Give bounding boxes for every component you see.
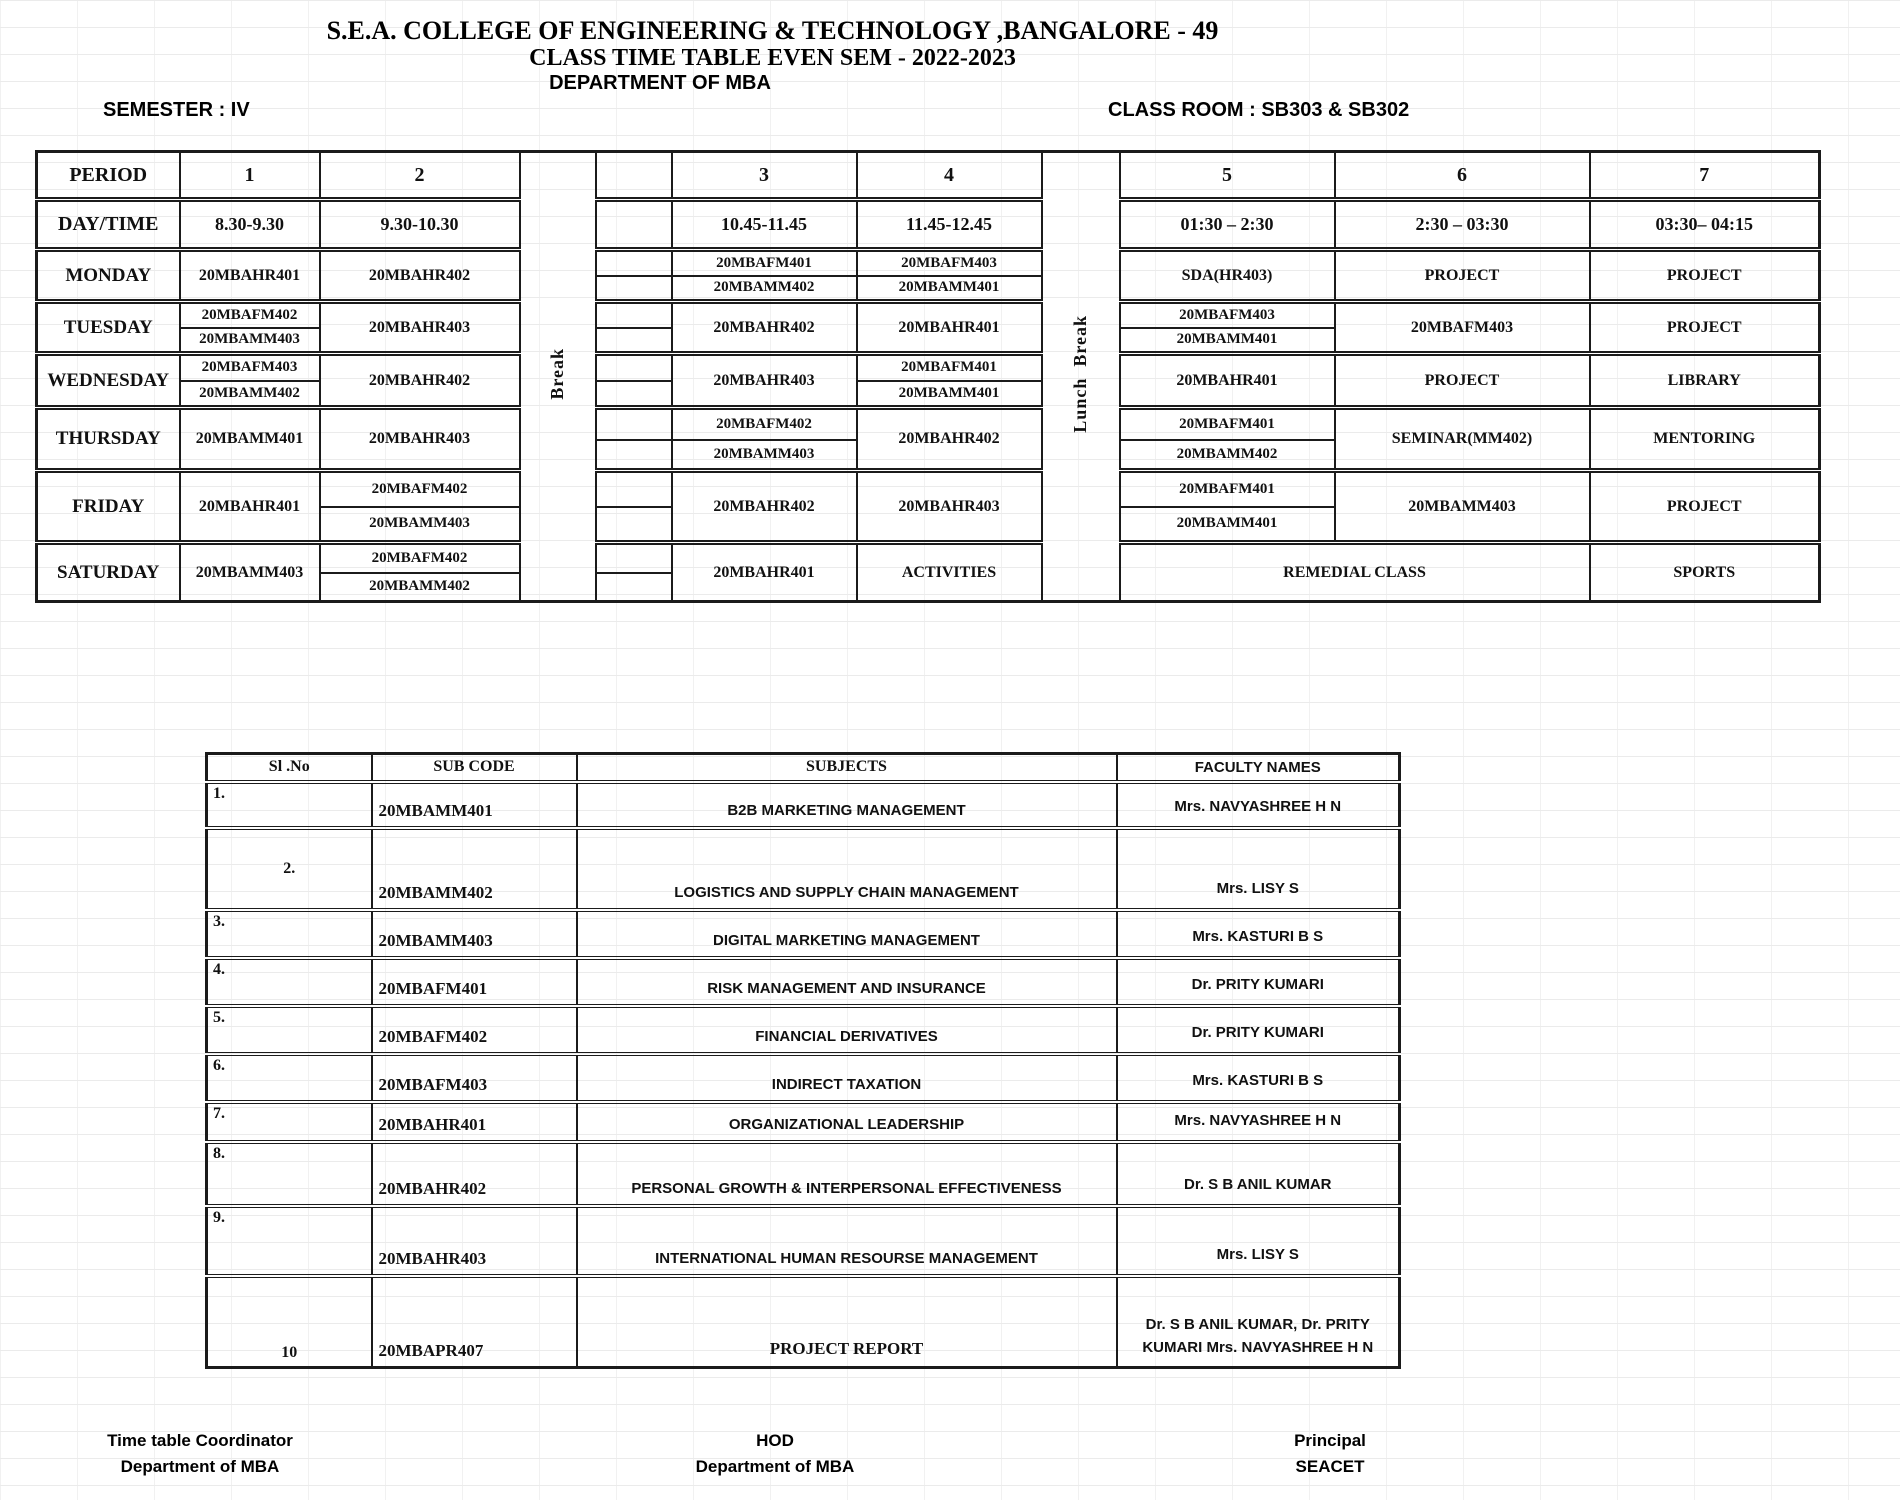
sl-no-cell: 4.: [207, 958, 372, 1006]
class-cell: PROJECT: [1590, 471, 1820, 543]
subject-row: [207, 1006, 1400, 1054]
sub-code-cell: 20MBAFM402: [372, 1006, 577, 1054]
department-title: DEPARTMENT OF MBA: [549, 72, 771, 94]
day-time-header: DAY/TIME: [37, 200, 180, 250]
sl-no-cell: 6.: [207, 1054, 372, 1102]
period-3: 3: [672, 152, 857, 200]
class-cell: 20MBAMM403: [1335, 471, 1590, 543]
sub-code-cell: 20MBAHR402: [372, 1142, 577, 1206]
sl-no-header: Sl .No: [207, 754, 372, 782]
class-cell: 20MBAMM402: [1120, 440, 1335, 471]
grid-spacer-cell: [596, 471, 672, 507]
subjects-header: SUBJECTS: [577, 754, 1117, 782]
sl-no-cell: 7.: [207, 1102, 372, 1142]
subject-row: [207, 958, 1400, 1006]
class-cell: 20MBAHR402: [320, 354, 520, 408]
day-name: TUESDAY: [37, 302, 180, 354]
subjects-header-row: [207, 754, 1400, 782]
period-2: 2: [320, 152, 520, 200]
class-cell: 20MBAMM401: [1120, 507, 1335, 543]
class-cell: PROJECT: [1590, 302, 1820, 354]
day-name: SATURDAY: [37, 543, 180, 602]
faculty-cell: Mrs. LISY S: [1117, 1206, 1400, 1276]
class-cell: SPORTS: [1590, 543, 1820, 602]
sub-code-cell: 20MBAPR407: [372, 1276, 577, 1368]
subject-cell: PERSONAL GROWTH & INTERPERSONAL EFFECTIVENESS: [577, 1142, 1117, 1206]
sub-code-cell: 20MBAHR401: [372, 1102, 577, 1142]
semester-label: SEMESTER : IV: [103, 99, 250, 121]
principal-org: SEACET: [1295, 1457, 1365, 1476]
faculty-header: FACULTY NAMES: [1117, 754, 1400, 782]
subject-row: [207, 1276, 1400, 1368]
subject-cell: LOGISTICS AND SUPPLY CHAIN MANAGEMENT: [577, 828, 1117, 910]
sl-no-cell: 1.: [207, 782, 372, 828]
subject-cell: ORGANIZATIONAL LEADERSHIP: [577, 1102, 1117, 1142]
time-row: [37, 200, 1820, 250]
day-name: FRIDAY: [37, 471, 180, 543]
class-cell: PROJECT: [1590, 250, 1820, 302]
class-cell: MENTORING: [1590, 408, 1820, 471]
faculty-cell: Mrs. NAVYASHREE H N: [1117, 782, 1400, 828]
break-column: [520, 152, 596, 602]
subject-row: [207, 1142, 1400, 1206]
subject-row: [207, 782, 1400, 828]
class-cell: 20MBAFM403: [1335, 302, 1590, 354]
sl-no-cell: 8.: [207, 1142, 372, 1206]
sl-no-cell: 2.: [207, 828, 372, 910]
sub-code-cell: 20MBAFM401: [372, 958, 577, 1006]
break-column-label: Break: [547, 348, 567, 400]
sub-code-cell: 20MBAFM403: [372, 1054, 577, 1102]
class-cell: 20MBAHR403: [320, 302, 520, 354]
grid-spacer-cell: [596, 152, 672, 200]
hod-dept: Department of MBA: [695, 1457, 855, 1476]
subject-row: [207, 910, 1400, 958]
subject-row: [207, 1102, 1400, 1142]
subject-cell: INDIRECT TAXATION: [577, 1054, 1117, 1102]
sl-no-cell: 9.: [207, 1206, 372, 1276]
footer-hod: [600, 1428, 950, 1480]
subject-row: [207, 828, 1400, 910]
time-7: 03:30– 04:15: [1590, 200, 1820, 250]
class-cell: 20MBAHR402: [672, 471, 857, 543]
class-cell: 20MBAMM401: [180, 408, 320, 471]
period-row: [37, 152, 1820, 200]
timetable-grid: [35, 150, 1821, 603]
grid-spacer-cell: [596, 200, 672, 250]
grid-spacer-cell: [596, 381, 672, 408]
class-cell: 20MBAHR401: [857, 302, 1042, 354]
lunch-break-column: [1042, 152, 1120, 602]
day-row-friday: [37, 471, 1820, 507]
class-cell: 20MBAFM402: [320, 543, 520, 573]
faculty-cell: Dr. S B ANIL KUMAR: [1117, 1142, 1400, 1206]
class-cell: 20MBAFM403: [180, 354, 320, 381]
class-cell: 20MBAFM401: [1120, 471, 1335, 507]
grid-spacer-cell: [596, 543, 672, 573]
class-cell: 20MBAMM403: [180, 543, 320, 602]
period-header: PERIOD: [37, 152, 180, 200]
subject-cell: RISK MANAGEMENT AND INSURANCE: [577, 958, 1117, 1006]
class-cell: 20MBAMM401: [857, 381, 1042, 408]
period-4: 4: [857, 152, 1042, 200]
class-cell: 20MBAFM401: [672, 250, 857, 276]
faculty-cell: Dr. S B ANIL KUMAR, Dr. PRITY KUMARI Mrs. NAVYASHREE H N: [1117, 1276, 1400, 1368]
class-cell: 20MBAFM402: [672, 408, 857, 440]
class-cell: 20MBAMM401: [1120, 328, 1335, 354]
grid-spacer-cell: [596, 302, 672, 328]
class-cell: 20MBAHR402: [857, 408, 1042, 471]
day-row-thursday: [37, 408, 1820, 440]
class-cell: LIBRARY: [1590, 354, 1820, 408]
sub-code-header: SUB CODE: [372, 754, 577, 782]
class-cell: 20MBAHR403: [857, 471, 1042, 543]
day-row-tuesday: [37, 302, 1820, 328]
class-cell: 20MBAMM403: [672, 440, 857, 471]
class-cell: 20MBAHR401: [672, 543, 857, 602]
class-cell: REMEDIAL CLASS: [1120, 543, 1590, 602]
sub-code-cell: 20MBAMM402: [372, 828, 577, 910]
time-1: 8.30-9.30: [180, 200, 320, 250]
subject-row: [207, 1206, 1400, 1276]
college-title: S.E.A. COLLEGE OF ENGINEERING & TECHNOLOGY ,BANGALORE - 49: [326, 16, 1219, 45]
hod-title: HOD: [756, 1431, 794, 1450]
grid-spacer-cell: [596, 507, 672, 543]
footer-principal: [1170, 1428, 1490, 1480]
class-cell: PROJECT: [1335, 354, 1590, 408]
time-5: 01:30 – 2:30: [1120, 200, 1335, 250]
faculty-cell: Dr. PRITY KUMARI: [1117, 958, 1400, 1006]
period-1: 1: [180, 152, 320, 200]
faculty-cell: Mrs. LISY S: [1117, 828, 1400, 910]
grid-spacer-cell: [596, 573, 672, 602]
class-cell: SDA(HR403): [1120, 250, 1335, 302]
subjects-table: [205, 752, 1401, 1369]
class-cell: 20MBAHR401: [1120, 354, 1335, 408]
grid-spacer-cell: [596, 250, 672, 276]
class-cell: SEMINAR(MM402): [1335, 408, 1590, 471]
class-cell: 20MBAFM403: [1120, 302, 1335, 328]
class-cell: 20MBAHR401: [180, 250, 320, 302]
coordinator-dept: Department of MBA: [120, 1457, 280, 1476]
class-cell: 20MBAMM403: [180, 328, 320, 354]
grid-spacer-cell: [596, 354, 672, 381]
faculty-cell: Mrs. NAVYASHREE H N: [1117, 1102, 1400, 1142]
sub-code-cell: 20MBAMM403: [372, 910, 577, 958]
class-cell: 20MBAMM401: [857, 276, 1042, 302]
time-3: 10.45-11.45: [672, 200, 857, 250]
class-cell: 20MBAHR402: [320, 250, 520, 302]
class-cell: 20MBAMM403: [320, 507, 520, 543]
faculty-cell: Mrs. KASTURI B S: [1117, 1054, 1400, 1102]
lunch-break-label: Lunch Break: [1070, 315, 1090, 433]
grid-spacer-cell: [596, 328, 672, 354]
sl-no-cell: 10: [207, 1276, 372, 1368]
grid-spacer-cell: [596, 408, 672, 440]
sl-no-cell: 5.: [207, 1006, 372, 1054]
class-cell: 20MBAHR403: [320, 408, 520, 471]
class-cell: PROJECT: [1335, 250, 1590, 302]
period-7: 7: [1590, 152, 1820, 200]
time-6: 2:30 – 03:30: [1335, 200, 1590, 250]
sub-code-cell: 20MBAMM401: [372, 782, 577, 828]
coordinator-title: Time table Coordinator: [107, 1431, 293, 1450]
day-row-saturday: [37, 543, 1820, 573]
sub-code-cell: 20MBAHR403: [372, 1206, 577, 1276]
footer-coordinator: [50, 1428, 350, 1480]
class-cell: 20MBAMM402: [180, 381, 320, 408]
day-name: WEDNESDAY: [37, 354, 180, 408]
time-2: 9.30-10.30: [320, 200, 520, 250]
grid-spacer-cell: [596, 440, 672, 471]
class-cell: 20MBAFM403: [857, 250, 1042, 276]
faculty-cell: Mrs. KASTURI B S: [1117, 910, 1400, 958]
day-name: MONDAY: [37, 250, 180, 302]
class-cell: 20MBAHR402: [672, 302, 857, 354]
period-6: 6: [1335, 152, 1590, 200]
class-cell: 20MBAFM402: [180, 302, 320, 328]
timetable-title: CLASS TIME TABLE EVEN SEM - 2022-2023: [529, 45, 1016, 71]
classroom-label: CLASS ROOM : SB303 & SB302: [1108, 99, 1410, 121]
day-row-monday: [37, 250, 1820, 276]
subject-cell: FINANCIAL DERIVATIVES: [577, 1006, 1117, 1054]
sl-no-cell: 3.: [207, 910, 372, 958]
day-row-wednesday: [37, 354, 1820, 381]
subject-cell: INTERNATIONAL HUMAN RESOURSE MANAGEMENT: [577, 1206, 1117, 1276]
time-4: 11.45-12.45: [857, 200, 1042, 250]
class-cell: 20MBAFM401: [1120, 408, 1335, 440]
class-cell: 20MBAFM402: [320, 471, 520, 507]
class-cell: ACTIVITIES: [857, 543, 1042, 602]
class-cell: 20MBAFM401: [857, 354, 1042, 381]
subject-cell: PROJECT REPORT: [577, 1276, 1117, 1368]
subject-cell: DIGITAL MARKETING MANAGEMENT: [577, 910, 1117, 958]
class-cell: 20MBAMM402: [320, 573, 520, 602]
principal-title: Principal: [1294, 1431, 1366, 1450]
subject-cell: B2B MARKETING MANAGEMENT: [577, 782, 1117, 828]
class-cell: 20MBAMM402: [672, 276, 857, 302]
period-5: 5: [1120, 152, 1335, 200]
class-cell: 20MBAHR401: [180, 471, 320, 543]
grid-spacer-cell: [596, 276, 672, 302]
subject-row: [207, 1054, 1400, 1102]
class-cell: 20MBAHR403: [672, 354, 857, 408]
faculty-cell: Dr. PRITY KUMARI: [1117, 1006, 1400, 1054]
day-name: THURSDAY: [37, 408, 180, 471]
